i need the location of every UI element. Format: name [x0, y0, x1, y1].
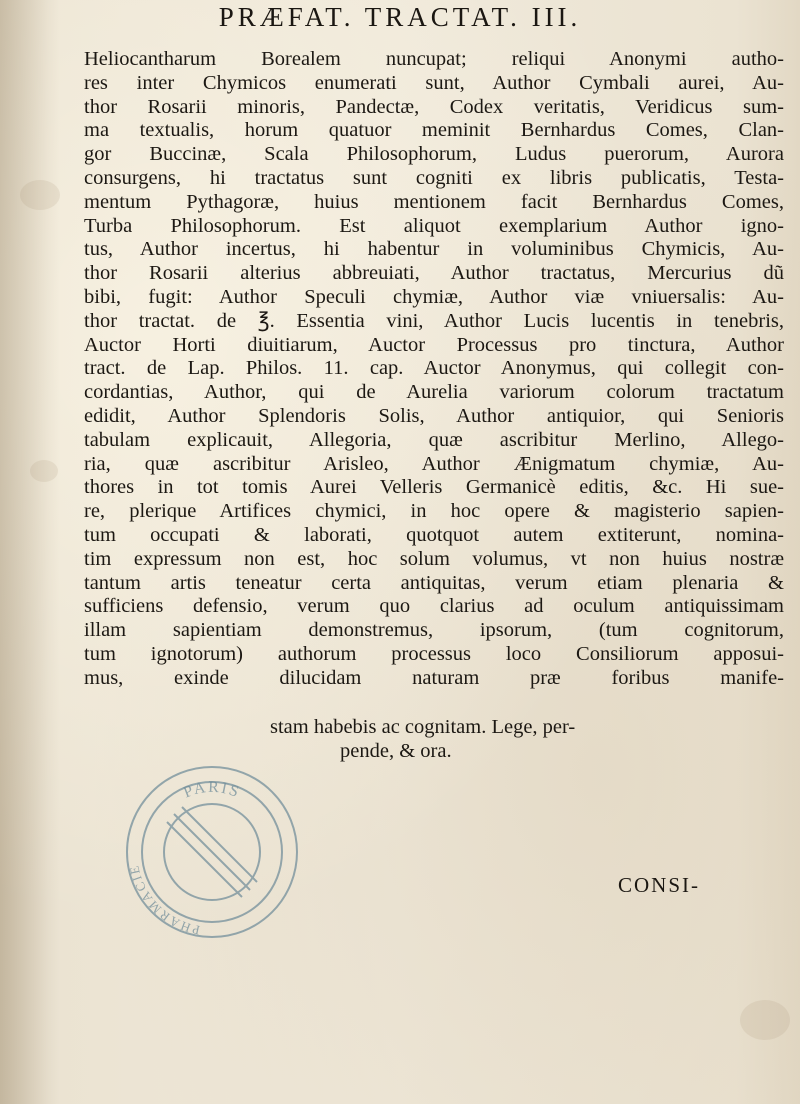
page-gutter-shadow	[0, 0, 60, 1104]
text-line: Turba Philosophorum. Est aliquot exemplarium Author igno-	[84, 214, 784, 237]
text-line: tract. de Lap. Philos. 11. cap. Auctor Anonymus, qui collegit con-	[84, 357, 784, 380]
running-head: PRÆFAT. TRACTAT. III.	[218, 2, 582, 32]
text-line: re, plerique Artifices chymici, in hoc opere & magisterio sapien-	[84, 500, 784, 523]
text-line: Auctor Horti diuitiarum, Auctor Processus pro tinctura, Author	[84, 333, 784, 356]
text-line: gor Buccinæ, Scala Philosophorum, Ludus puerorum, Aurora	[84, 143, 784, 166]
text-line: illam sapientiam demonstremus, ipsorum, (tum cognitorum,	[84, 619, 784, 642]
library-stamp-icon	[112, 752, 312, 952]
svg-text:PHARMACIE	[126, 863, 201, 938]
text-line: stam habebis ac cognitam. Lege, per-	[270, 716, 576, 738]
foxing-stain	[20, 180, 60, 210]
text-line: thores in tot tomis Aurei Velleris Germanicè editis, &c. Hi sue-	[84, 476, 784, 499]
text-line: thor Rosarii alterius abbreuiati, Author tractatus, Mercurius dũ	[84, 262, 784, 285]
text-line: Heliocantharum Borealem nuncupat; reliqui Anonymi autho-	[84, 48, 784, 70]
text-line: sufficiens defensio, verum quo clarius ad oculum antiquissimam	[84, 595, 784, 618]
text-line: res inter Chymicos enumerati sunt, Author Cymbali aurei, Au-	[84, 71, 784, 94]
text-line: bibi, fugit: Author Speculi chymiæ, Author viæ vniuersalis: Au-	[84, 285, 784, 308]
stamp-text-left: PHARMACIE	[126, 862, 202, 938]
text-line: ma textualis, horum quatuor meminit Bernhardus Comes, Clan-	[84, 119, 784, 142]
text-line: tantum artis teneatur certa antiquitas, verum etiam plenaria &	[84, 571, 784, 594]
text-line: mus, exinde dilucidam naturam præ foribus manife-	[84, 666, 784, 689]
text-line: ria, quæ ascribitur Arisleo, Author Ænigmatum chymiæ, Au-	[84, 452, 784, 475]
foxing-stain	[740, 1000, 790, 1040]
text-line: mentum Pythagoræ, huius mentionem facit Bernhardus Comes,	[84, 190, 784, 213]
body-text	[84, 48, 784, 691]
stamp-text-top: PARIS	[181, 778, 243, 802]
text-line: tus, Author incertus, hi habentur in voluminibus Chymicis, Au-	[84, 238, 784, 261]
catchword: CONSI-	[618, 873, 701, 897]
foxing-stain	[30, 460, 58, 482]
text-line: tum ignotorum) authorum processus loco Consiliorum apposui-	[84, 642, 784, 665]
text-line: edidit, Author Splendoris Solis, Author antiquior, qui Senioris	[84, 404, 784, 427]
text-line: tim expressum non est, hoc solum volumus, vt non huius nostræ	[84, 547, 784, 570]
text-line: thor tractat. de ℥. Essentia vini, Author Lucis lucentis in tenebris,	[84, 309, 784, 332]
text-line: tabulam explicauit, Allegoria, quæ ascribitur Merlino, Allego-	[84, 428, 784, 451]
text-line: thor Rosarii minoris, Pandectæ, Codex veritatis, Veridicus sum-	[84, 95, 784, 118]
text-line: pende, & ora.	[340, 740, 452, 762]
text-line: consurgens, hi tractatus sunt cogniti ex libris publicatis, Testa-	[84, 166, 784, 189]
text-line: tum occupati & laborati, quotquot autem extiterunt, nomina-	[84, 523, 784, 546]
text-line: cordantias, Author, qui de Aurelia variorum colorum tractatum	[84, 381, 784, 404]
svg-text:PARIS	[181, 779, 243, 802]
